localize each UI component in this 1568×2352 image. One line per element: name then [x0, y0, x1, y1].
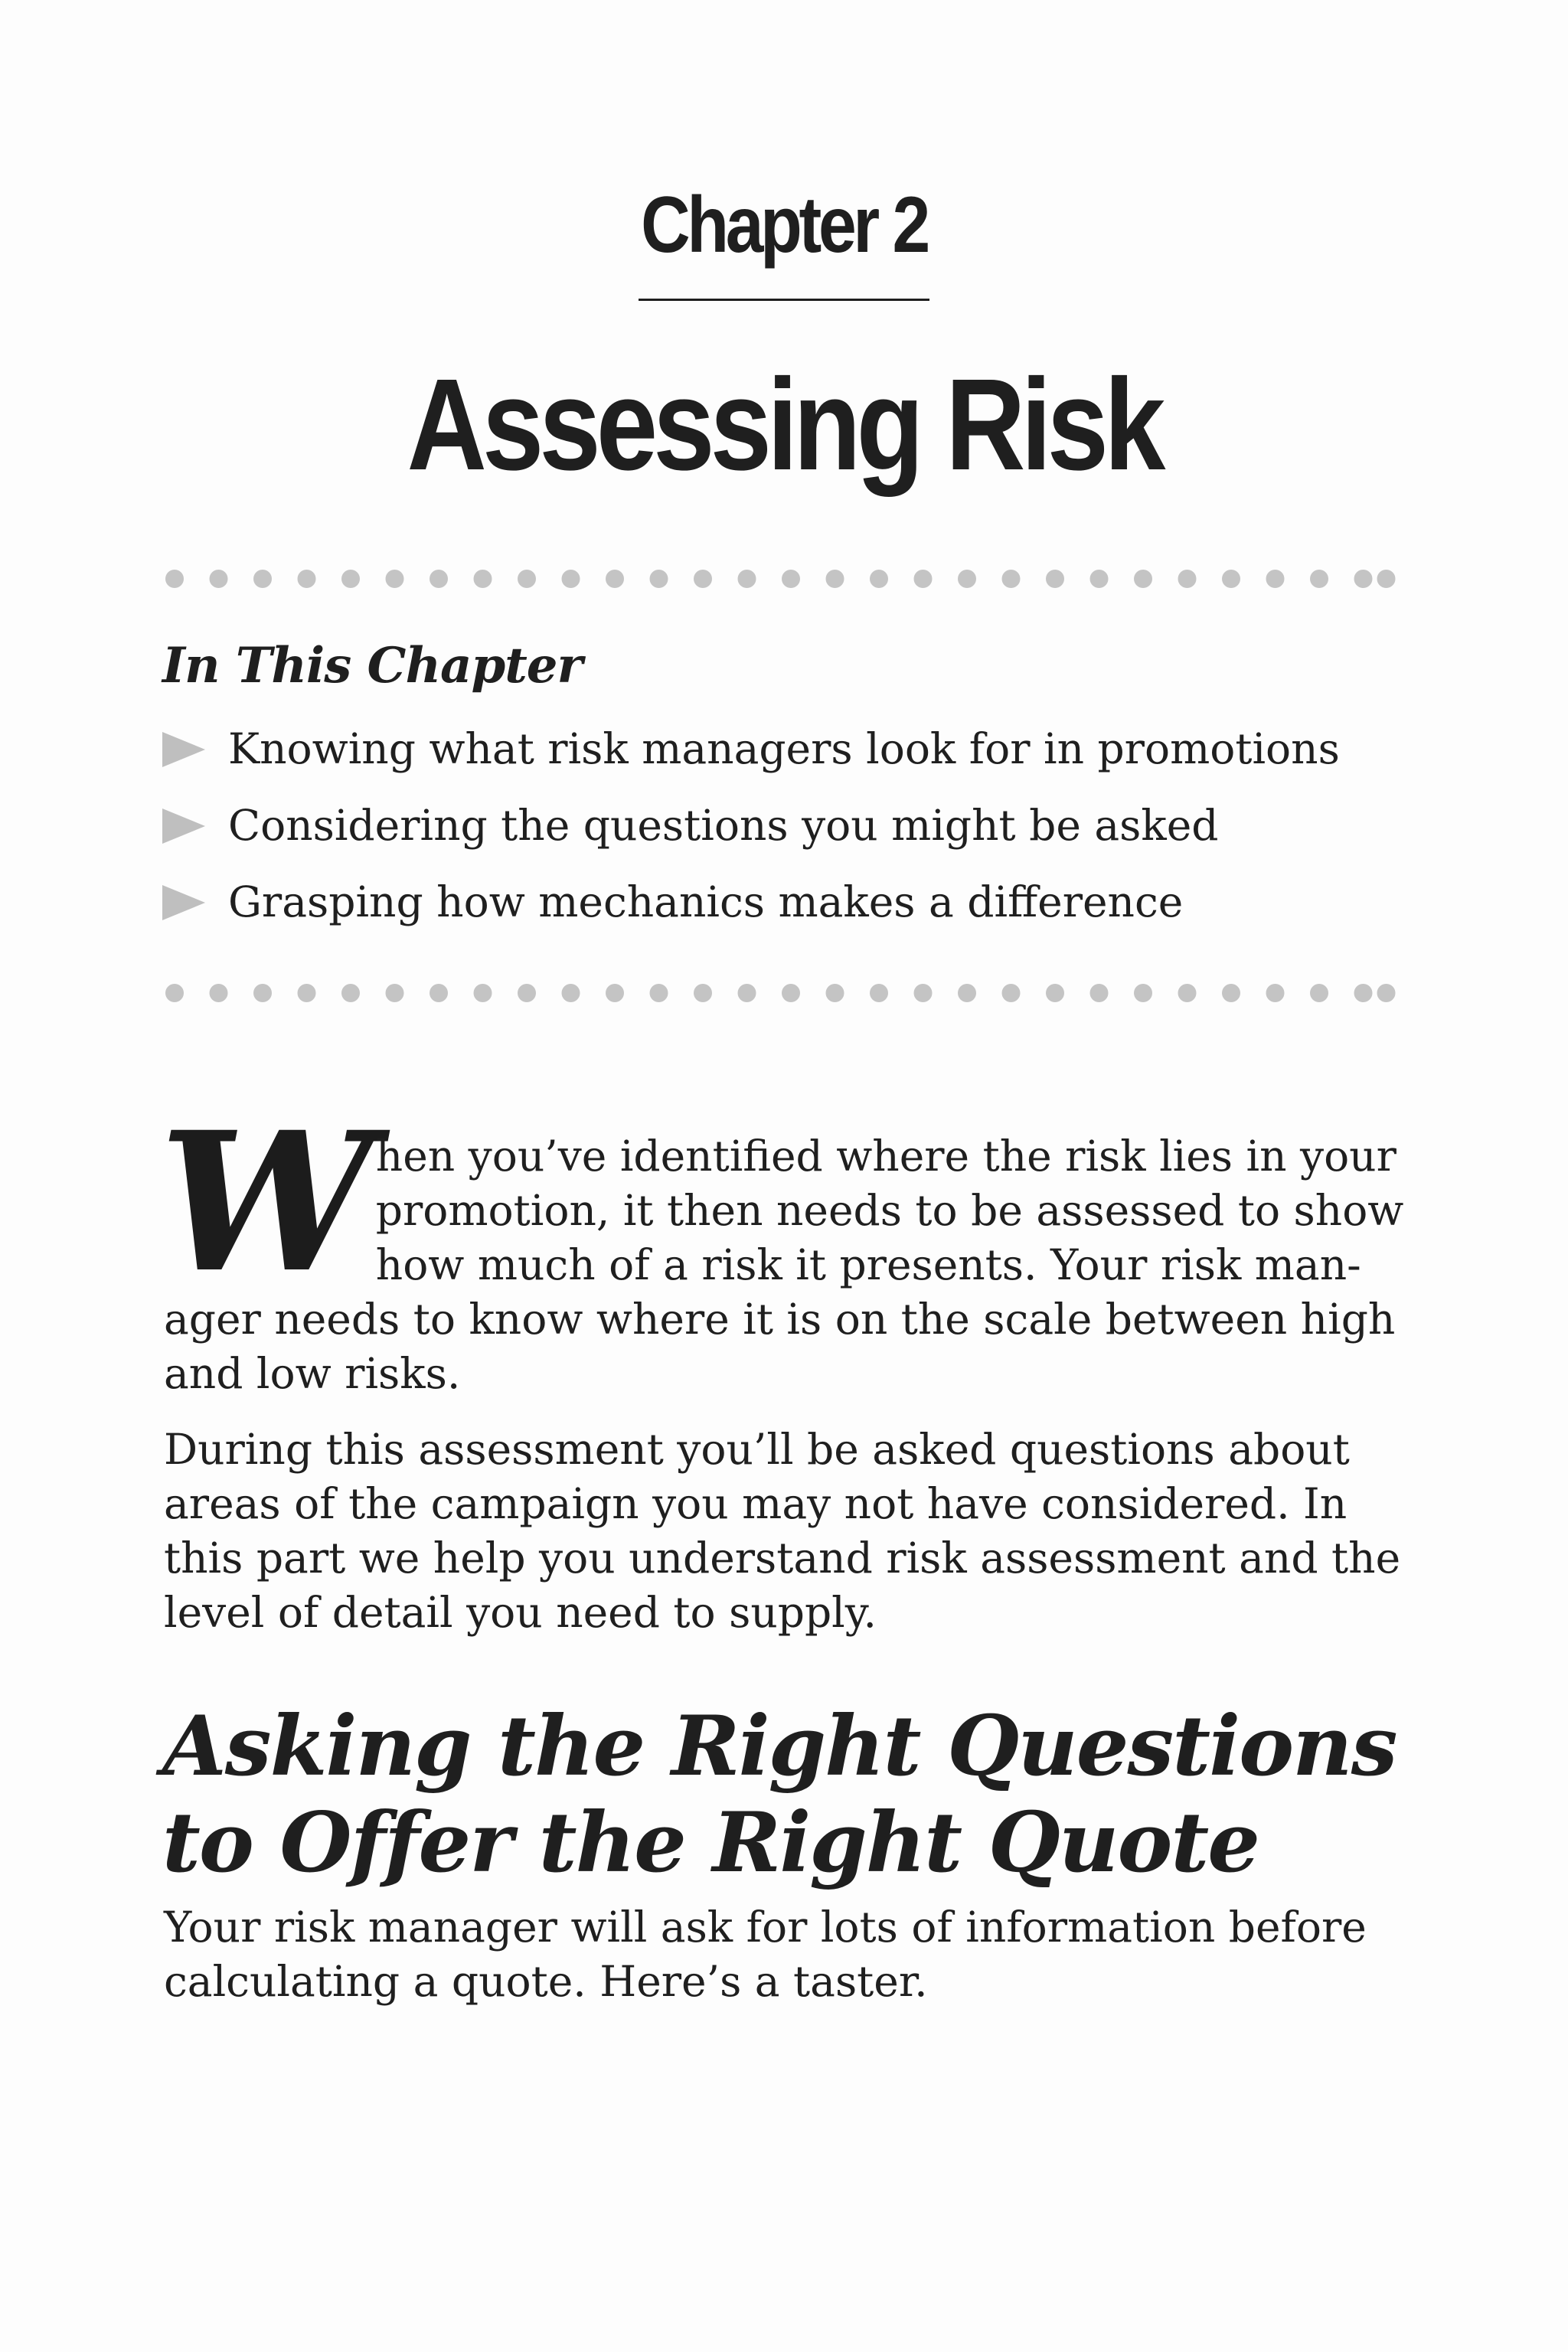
in-this-chapter-heading: In This Chapter: [162, 637, 583, 694]
divider-dot: [782, 984, 800, 1002]
dotted-divider-bottom: [164, 982, 1407, 1004]
divider-dot: [474, 984, 492, 1002]
divider-dot: [1266, 570, 1285, 588]
chapter-topics-list: [162, 720, 1433, 949]
divider-dot: [165, 984, 184, 1002]
chapter-underline: [639, 299, 929, 301]
divider-dot: [253, 984, 272, 1002]
chapter-title: Assessing Risk: [407, 352, 1161, 498]
triangle-bullet-icon: [162, 732, 205, 767]
divider-dot: [870, 570, 888, 588]
divider-dot: [518, 984, 536, 1002]
divider-dot: [826, 984, 844, 1002]
divider-dot: [1002, 984, 1021, 1002]
divider-dot: [341, 984, 360, 1002]
section-heading-line-1: Asking the Right Questions: [162, 1698, 1396, 1795]
divider-dot: [606, 570, 624, 588]
divider-dot: [562, 570, 580, 588]
divider-dot: [694, 570, 712, 588]
divider-dot: [914, 570, 933, 588]
divider-dot: [650, 984, 668, 1002]
divider-dot: [1178, 984, 1197, 1002]
divider-dot: [430, 984, 448, 1002]
drop-cap: W: [159, 1089, 364, 1315]
triangle-bullet-icon: [162, 808, 205, 844]
divider-dot: [474, 570, 492, 588]
divider-dot: [298, 570, 316, 588]
divider-dot: [870, 984, 888, 1002]
divider-dot: [1046, 984, 1064, 1002]
divider-dot: [210, 570, 228, 588]
divider-dot: [1002, 570, 1021, 588]
divider-dot: [1377, 984, 1396, 1002]
list-item-text: Considering the questions you might be asked: [228, 801, 1219, 850]
list-item: [162, 720, 1433, 796]
divider-dot: [1310, 984, 1328, 1002]
list-item: [162, 873, 1433, 949]
intro-paragraph-1-text: hen you’ve identified where the risk lies in your promotion, it then needs to be assessed to show how much of a risk it presents. Your risk man-ager needs to know where it is on the scale between high and low risks.: [164, 1132, 1404, 1398]
divider-dot: [518, 570, 536, 588]
divider-dot: [1134, 984, 1152, 1002]
divider-dot: [1222, 984, 1240, 1002]
section-heading-line-2: to Offer the Right Quote: [162, 1795, 1259, 1891]
divider-dot: [958, 984, 976, 1002]
divider-dot: [562, 984, 580, 1002]
divider-dot: [1046, 570, 1064, 588]
divider-dot: [1222, 570, 1240, 588]
divider-dot: [1354, 570, 1373, 588]
divider-dot: [1178, 570, 1197, 588]
triangle-bullet-icon: [162, 885, 205, 920]
divider-dot: [914, 984, 933, 1002]
divider-dot: [386, 984, 404, 1002]
divider-dot: [253, 570, 272, 588]
list-item-text: Knowing what risk managers look for in promotions: [228, 724, 1340, 773]
divider-dot: [606, 984, 624, 1002]
divider-dot: [210, 984, 228, 1002]
divider-dot: [1090, 570, 1109, 588]
divider-dot: [341, 570, 360, 588]
divider-dot: [694, 984, 712, 1002]
divider-dot: [430, 570, 448, 588]
divider-dot: [782, 570, 800, 588]
divider-dot: [1377, 570, 1396, 588]
intro-paragraph-2: During this assessment you’ll be asked questions about areas of the campaign you may not have considered. In this part we help you understand risk assessment and the level of detail you need to supply.: [164, 1425, 1401, 1637]
divider-dot: [826, 570, 844, 588]
divider-dot: [1134, 570, 1152, 588]
list-item: [162, 796, 1433, 873]
section-heading: [162, 1698, 1464, 1891]
divider-dot: [1090, 984, 1109, 1002]
divider-dot: [386, 570, 404, 588]
list-item-text: Grasping how mechanics makes a difference: [228, 877, 1184, 926]
divider-dot: [1310, 570, 1328, 588]
divider-dot: [738, 570, 756, 588]
divider-dot: [165, 570, 184, 588]
divider-dot: [298, 984, 316, 1002]
dotted-divider-top: [164, 568, 1407, 590]
divider-dot: [650, 570, 668, 588]
divider-dot: [958, 570, 976, 588]
divider-dot: [738, 984, 756, 1002]
section-paragraph: Your risk manager will ask for lots of information before calculating a quote. Here’s a taster.: [164, 1903, 1367, 2006]
intro-paragraph-1: [159, 1089, 1404, 1401]
divider-dot: [1266, 984, 1285, 1002]
chapter-label: Chapter 2: [641, 181, 927, 270]
divider-dot: [1354, 984, 1373, 1002]
